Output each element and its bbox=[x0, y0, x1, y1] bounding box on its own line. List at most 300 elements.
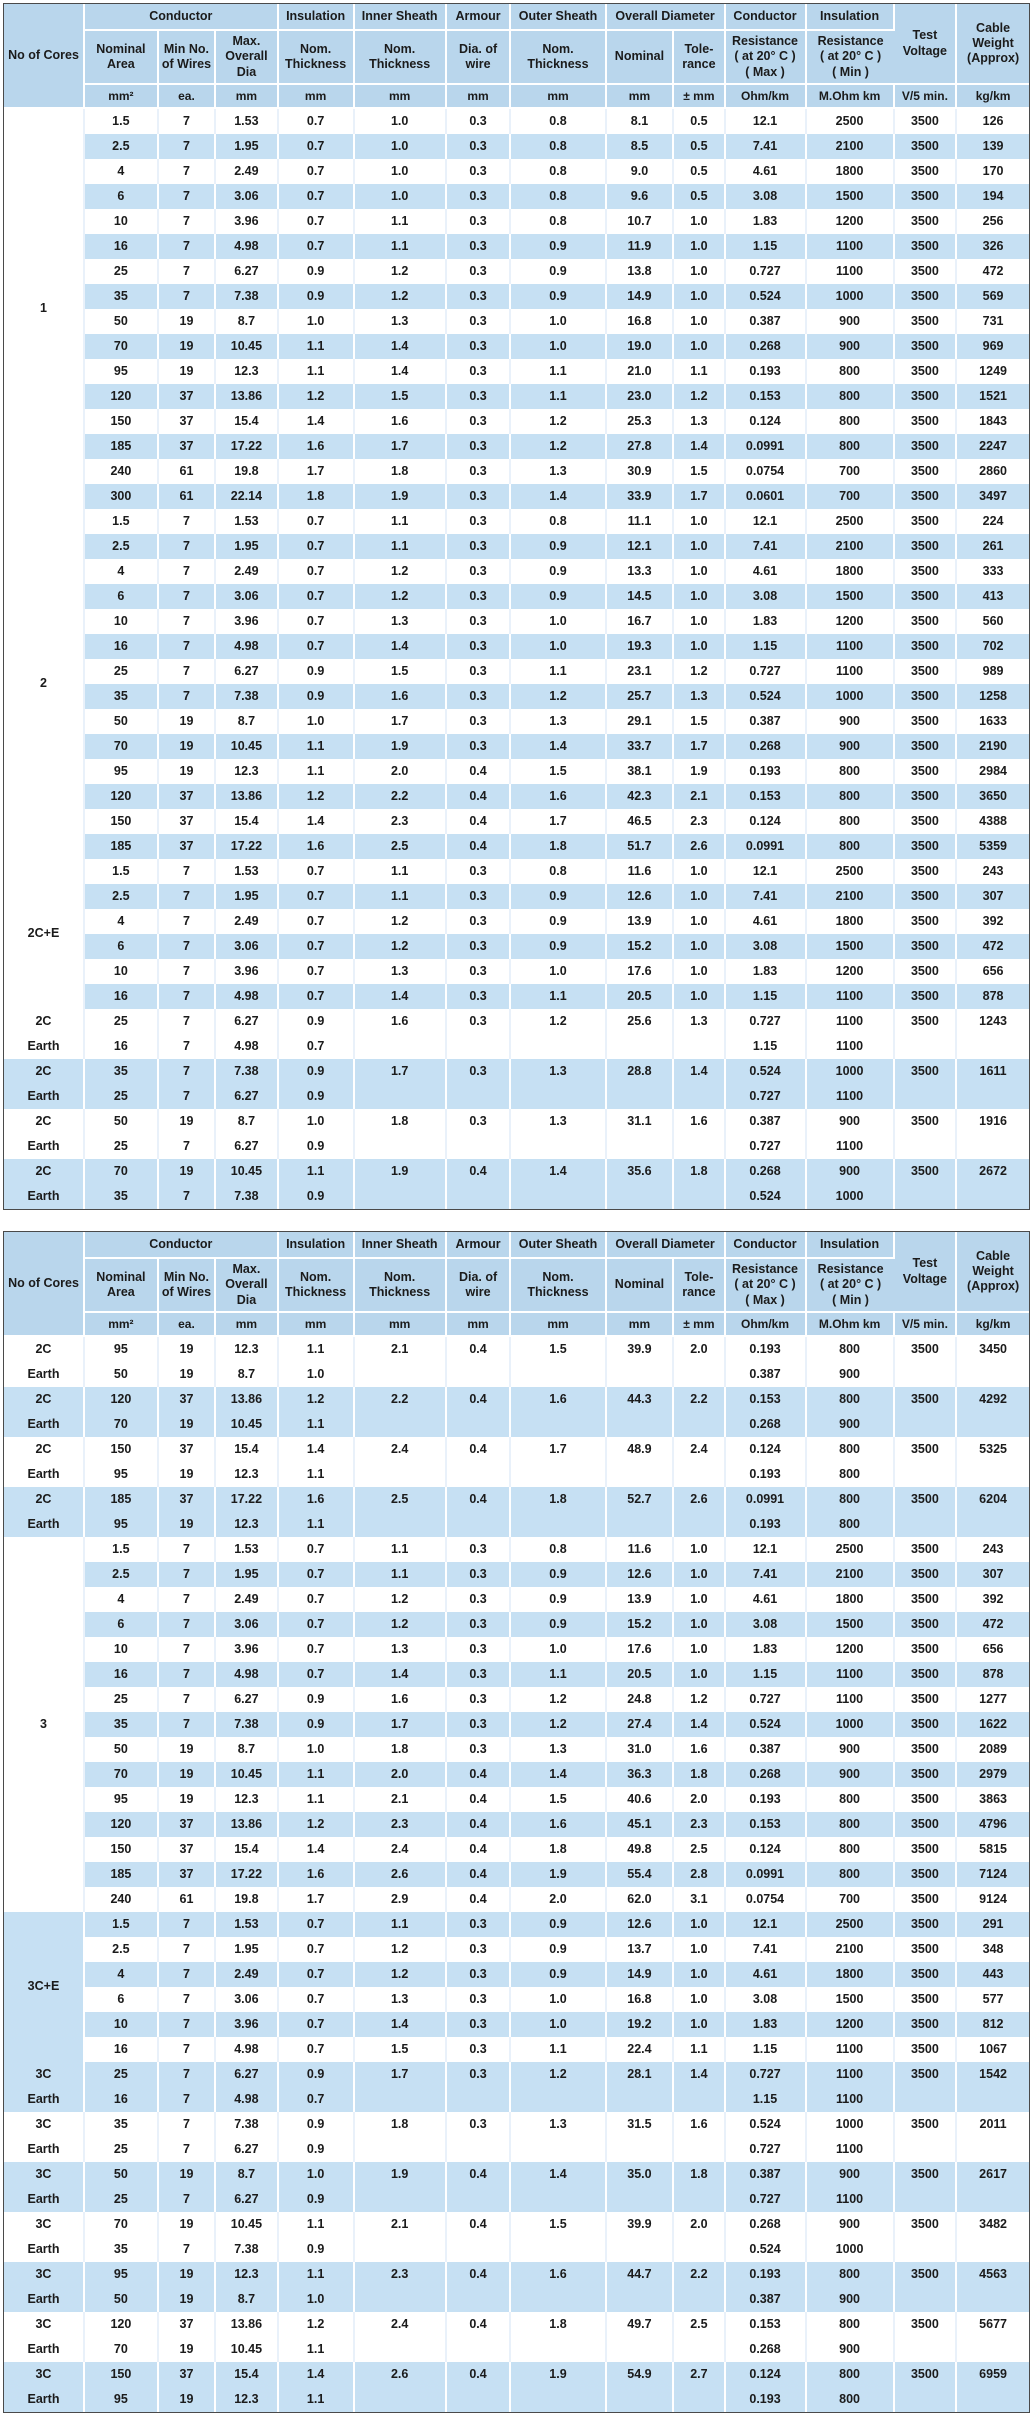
table-cell: 1.4 bbox=[355, 634, 447, 659]
table-cell: 0.153 bbox=[726, 2312, 807, 2337]
table-cell: 1.8 bbox=[511, 1837, 606, 1862]
table-cell: 2.5 bbox=[355, 834, 447, 859]
table-cell: 9.6 bbox=[607, 184, 675, 209]
table-cell: 10.45 bbox=[216, 1762, 279, 1787]
table-cell: 0.5 bbox=[674, 184, 725, 209]
table-cell: 0.4 bbox=[447, 2212, 512, 2237]
table-cell: 19.2 bbox=[607, 2012, 675, 2037]
table-cell: 0.4 bbox=[447, 1387, 512, 1412]
row-label-cell: 2C bbox=[4, 1159, 85, 1184]
table-cell: 55.4 bbox=[607, 1862, 675, 1887]
unit-cell: ± mm bbox=[674, 85, 725, 109]
table-cell: 150 bbox=[85, 409, 159, 434]
table-cell: 3500 bbox=[895, 134, 958, 159]
table-cell: 1.4 bbox=[355, 2012, 447, 2037]
table-cell: 1.2 bbox=[674, 384, 725, 409]
table-cell: 3.96 bbox=[216, 959, 279, 984]
table-cell: 2.1 bbox=[355, 1787, 447, 1812]
table-row bbox=[4, 384, 1029, 409]
table-cell: 2.5 bbox=[85, 884, 159, 909]
table-cell: 1.3 bbox=[674, 409, 725, 434]
header-tolerance: Tole-rance bbox=[674, 31, 725, 85]
table-row-earth bbox=[4, 2087, 1029, 2112]
table-cell: 3500 bbox=[895, 384, 958, 409]
table-cell: 7 bbox=[159, 959, 216, 984]
table-header bbox=[4, 1232, 1029, 1337]
table-cell: 1.0 bbox=[674, 534, 725, 559]
table-cell: 7 bbox=[159, 109, 216, 134]
table-cell: 10.7 bbox=[607, 209, 675, 234]
table-cell: 3500 bbox=[895, 284, 958, 309]
table-cell: 4.61 bbox=[726, 909, 807, 934]
table-cell: 1.6 bbox=[511, 1387, 606, 1412]
table-cell: 392 bbox=[957, 1587, 1029, 1612]
table-cell: 0.8 bbox=[511, 159, 606, 184]
row-label-cell: Earth bbox=[4, 1412, 85, 1437]
row-label-cell: 3C bbox=[4, 2312, 85, 2337]
table-cell: 800 bbox=[807, 1787, 895, 1812]
table-row bbox=[4, 1612, 1029, 1637]
table-cell: 30.9 bbox=[607, 459, 675, 484]
table-cell: 2.2 bbox=[355, 784, 447, 809]
table-cell: 1.1 bbox=[279, 334, 355, 359]
table-row-main bbox=[4, 1387, 1029, 1412]
table-cell: 800 bbox=[807, 2312, 895, 2337]
table-cell: 5359 bbox=[957, 834, 1029, 859]
table-cell: 1.0 bbox=[674, 984, 725, 1009]
table-cell: 243 bbox=[957, 1537, 1029, 1562]
table-cell: 25 bbox=[85, 1134, 159, 1159]
table-cell: 25 bbox=[85, 1687, 159, 1712]
table-cell: 39.9 bbox=[607, 2212, 675, 2237]
table-cell: 1.3 bbox=[355, 609, 447, 634]
table-cell: 0.5 bbox=[674, 109, 725, 134]
table-cell: 1.0 bbox=[674, 1637, 725, 1662]
table-cell: 0.7 bbox=[279, 2037, 355, 2062]
table-cell: 0.3 bbox=[447, 334, 512, 359]
table-cell bbox=[957, 2187, 1029, 2212]
row-label-cell: Earth bbox=[4, 1034, 85, 1059]
table-cell: 0.727 bbox=[726, 659, 807, 684]
table-cell bbox=[607, 1362, 675, 1387]
table-cell: 3500 bbox=[895, 1109, 958, 1134]
table-cell: 185 bbox=[85, 1487, 159, 1512]
table-cell: 4 bbox=[85, 909, 159, 934]
table-cell: 0.0754 bbox=[726, 1887, 807, 1912]
unit-cell: V/5 min. bbox=[895, 85, 958, 109]
table-cell: 35 bbox=[85, 1184, 159, 1209]
table-cell: 19 bbox=[159, 2387, 216, 2412]
table-cell bbox=[674, 1034, 725, 1059]
table-cell: 7.41 bbox=[726, 534, 807, 559]
table-row-main bbox=[4, 1059, 1029, 1084]
table-cell: 2.5 bbox=[85, 134, 159, 159]
table-cell: 37 bbox=[159, 2362, 216, 2387]
table-cell: 12.6 bbox=[607, 1562, 675, 1587]
table-cell: 1200 bbox=[807, 2012, 895, 2037]
table-cell: 0.727 bbox=[726, 2187, 807, 2212]
table-cell: 120 bbox=[85, 384, 159, 409]
table-row bbox=[4, 284, 1029, 309]
table-cell: 2500 bbox=[807, 859, 895, 884]
header-max-overall-dia: Max. Overall Dia bbox=[216, 31, 279, 85]
table-cell: 2617 bbox=[957, 2162, 1029, 2187]
table-cell bbox=[355, 1462, 447, 1487]
table-cell: 0.4 bbox=[447, 1762, 512, 1787]
table-cell: 900 bbox=[807, 1412, 895, 1437]
table-cell: 0.7 bbox=[279, 884, 355, 909]
table-cell: 0.9 bbox=[279, 1134, 355, 1159]
table-cell: 31.5 bbox=[607, 2112, 675, 2137]
table-cell: 1.1 bbox=[511, 384, 606, 409]
table-cell: 3500 bbox=[895, 1059, 958, 1084]
table-cell bbox=[511, 2087, 606, 2112]
table-cell: 1.0 bbox=[674, 559, 725, 584]
table-cell: 1.0 bbox=[279, 309, 355, 334]
table-cell: 0.9 bbox=[511, 909, 606, 934]
table-cell: 0.524 bbox=[726, 1059, 807, 1084]
table-cell: 1000 bbox=[807, 1059, 895, 1084]
table-cell: 0.4 bbox=[447, 2262, 512, 2287]
table-cell: 3500 bbox=[895, 2362, 958, 2387]
table-row bbox=[4, 434, 1029, 459]
table-cell: 139 bbox=[957, 134, 1029, 159]
table-cell: 3500 bbox=[895, 184, 958, 209]
table-cell: 1916 bbox=[957, 1109, 1029, 1134]
table-cell: 900 bbox=[807, 1109, 895, 1134]
table-cell: 70 bbox=[85, 1159, 159, 1184]
table-cell: 3500 bbox=[895, 684, 958, 709]
table-cell: 1.2 bbox=[674, 1687, 725, 1712]
table-cell: 3.06 bbox=[216, 1612, 279, 1637]
table-cell: 1.53 bbox=[216, 509, 279, 534]
header-conductor-resistance-group: Conductor bbox=[726, 1232, 807, 1259]
table-cell: 0.3 bbox=[447, 534, 512, 559]
table-cell: 1.1 bbox=[511, 659, 606, 684]
table-cell: 4 bbox=[85, 1587, 159, 1612]
table-cell bbox=[895, 1134, 958, 1159]
table-cell: 0.727 bbox=[726, 1687, 807, 1712]
table-cell: 1.83 bbox=[726, 959, 807, 984]
table-cell bbox=[674, 1134, 725, 1159]
table-cell bbox=[895, 2287, 958, 2312]
row-label-cell: 3C bbox=[4, 2362, 85, 2387]
table-row bbox=[4, 659, 1029, 684]
table-row-earth bbox=[4, 1084, 1029, 1109]
table-cell: 1.3 bbox=[511, 2112, 606, 2137]
table-cell: 1.8 bbox=[511, 1487, 606, 1512]
table-cell: 577 bbox=[957, 1987, 1029, 2012]
header-tolerance: Tole-rance bbox=[674, 1259, 725, 1313]
unit-cell: mm bbox=[216, 85, 279, 109]
table-cell bbox=[511, 2137, 606, 2162]
table-cell: 0.3 bbox=[447, 1587, 512, 1612]
unit-cell: ea. bbox=[159, 85, 216, 109]
table-cell bbox=[355, 1184, 447, 1209]
table-cell: 0.3 bbox=[447, 1059, 512, 1084]
table-row bbox=[4, 1662, 1029, 1687]
table-cell: 7.38 bbox=[216, 284, 279, 309]
table-row bbox=[4, 259, 1029, 284]
table-cell: 7 bbox=[159, 2187, 216, 2212]
table-cell: 1.7 bbox=[355, 434, 447, 459]
table-cell: 3.06 bbox=[216, 184, 279, 209]
table-cell: 37 bbox=[159, 1487, 216, 1512]
table-cell: 2.0 bbox=[511, 1887, 606, 1912]
table-cell: 0.9 bbox=[511, 234, 606, 259]
unit-cell: mm bbox=[279, 85, 355, 109]
row-label-cell: Earth bbox=[4, 2237, 85, 2262]
table-cell: 0.9 bbox=[279, 1687, 355, 1712]
table-cell: 7 bbox=[159, 1034, 216, 1059]
table-cell: 36.3 bbox=[607, 1762, 675, 1787]
table-cell: 1.4 bbox=[279, 809, 355, 834]
table-cell bbox=[447, 2287, 512, 2312]
table-cell: 1.4 bbox=[674, 1712, 725, 1737]
table-cell: 1.2 bbox=[279, 1387, 355, 1412]
table-cell: 2.7 bbox=[674, 2362, 725, 2387]
unit-cell: mm bbox=[511, 1313, 606, 1337]
table-cell: 2100 bbox=[807, 1562, 895, 1587]
table-cell: 1.8 bbox=[355, 2112, 447, 2137]
table-cell: 1.0 bbox=[279, 1737, 355, 1762]
table-cell: 37 bbox=[159, 1812, 216, 1837]
table-cell: 6 bbox=[85, 1612, 159, 1637]
table-cell: 0.3 bbox=[447, 459, 512, 484]
table-cell: 1.2 bbox=[511, 2062, 606, 2087]
table-cell: 2860 bbox=[957, 459, 1029, 484]
table-cell: 0.4 bbox=[447, 2362, 512, 2387]
table-cell: 1.1 bbox=[674, 359, 725, 384]
table-cell bbox=[355, 2337, 447, 2362]
table-cell bbox=[447, 1362, 512, 1387]
table-cell: 0.4 bbox=[447, 1487, 512, 1512]
table-cell: 0.3 bbox=[447, 484, 512, 509]
table-cell: 11.6 bbox=[607, 1537, 675, 1562]
table-cell: 7 bbox=[159, 1184, 216, 1209]
table-cell: 7 bbox=[159, 134, 216, 159]
table-cell: 1500 bbox=[807, 1987, 895, 2012]
table-cell: 2.4 bbox=[355, 1437, 447, 1462]
table-cell: 3500 bbox=[895, 1712, 958, 1737]
table-cell: 7 bbox=[159, 634, 216, 659]
unit-cell: mm bbox=[607, 1313, 675, 1337]
table-cell: 1800 bbox=[807, 559, 895, 584]
table-cell: 2.6 bbox=[674, 1487, 725, 1512]
table-row bbox=[4, 359, 1029, 384]
table-cell: 2984 bbox=[957, 759, 1029, 784]
table-cell bbox=[895, 2187, 958, 2212]
table-cell: 7.38 bbox=[216, 1059, 279, 1084]
table-cell: 1.0 bbox=[674, 309, 725, 334]
table-cell: 1.3 bbox=[511, 1109, 606, 1134]
header-dia-of-wire: Dia. of wire bbox=[447, 31, 512, 85]
table-cell: 1.0 bbox=[279, 2162, 355, 2187]
table-cell bbox=[674, 2287, 725, 2312]
table-cell: 2.1 bbox=[674, 784, 725, 809]
table-cell: 1.53 bbox=[216, 1537, 279, 1562]
table-cell: 19.3 bbox=[607, 634, 675, 659]
table-cell: 1.6 bbox=[674, 1109, 725, 1134]
table-cell: 70 bbox=[85, 1762, 159, 1787]
table-cell: 17.22 bbox=[216, 1862, 279, 1887]
table-cell: 0.387 bbox=[726, 2162, 807, 2187]
table-cell bbox=[607, 2287, 675, 2312]
table-cell: 0.4 bbox=[447, 759, 512, 784]
table-body bbox=[4, 109, 1029, 1209]
table-cell: 0.193 bbox=[726, 1337, 807, 1362]
table-cell: 7.41 bbox=[726, 1937, 807, 1962]
table-cell: 4 bbox=[85, 1962, 159, 1987]
header-max-overall-dia: Max. Overall Dia bbox=[216, 1259, 279, 1313]
table-cell: 3500 bbox=[895, 859, 958, 884]
table-cell: 0.3 bbox=[447, 184, 512, 209]
table-cell: 0.193 bbox=[726, 759, 807, 784]
table-cell: 1.95 bbox=[216, 134, 279, 159]
table-cell: 0.193 bbox=[726, 2387, 807, 2412]
table-cell: 16 bbox=[85, 1034, 159, 1059]
table-row-earth bbox=[4, 1362, 1029, 1387]
table-cell: 1.15 bbox=[726, 234, 807, 259]
table-row bbox=[4, 1887, 1029, 1912]
table-cell: 800 bbox=[807, 784, 895, 809]
table-row bbox=[4, 134, 1029, 159]
header-nominal-diameter: Nominal bbox=[607, 31, 675, 85]
table-cell: 1.15 bbox=[726, 1034, 807, 1059]
table-cell: 348 bbox=[957, 1937, 1029, 1962]
table-cell: 4388 bbox=[957, 809, 1029, 834]
table-cell: 0.3 bbox=[447, 1537, 512, 1562]
table-cell: 6.27 bbox=[216, 1009, 279, 1034]
table-cell: 800 bbox=[807, 834, 895, 859]
table-row bbox=[4, 234, 1029, 259]
table-cell: 2100 bbox=[807, 1937, 895, 1962]
table-cell: 3500 bbox=[895, 1887, 958, 1912]
row-label-cell: 2C bbox=[4, 1487, 85, 1512]
table-cell: 19 bbox=[159, 2287, 216, 2312]
table-cell: 900 bbox=[807, 2162, 895, 2187]
table-cell: 3863 bbox=[957, 1787, 1029, 1812]
row-label-cell: 3C bbox=[4, 2112, 85, 2137]
table-cell: 1.2 bbox=[674, 659, 725, 684]
table-cell: 0.5 bbox=[674, 134, 725, 159]
table-cell: 1243 bbox=[957, 1009, 1029, 1034]
table-cell: 6.27 bbox=[216, 659, 279, 684]
table-cell: 15.2 bbox=[607, 934, 675, 959]
table-cell: 3500 bbox=[895, 634, 958, 659]
table-cell: 0.7 bbox=[279, 1987, 355, 2012]
table-cell bbox=[511, 1362, 606, 1387]
row-label-cell: Earth bbox=[4, 2087, 85, 2112]
table-cell: 0.3 bbox=[447, 734, 512, 759]
table-cell: 989 bbox=[957, 659, 1029, 684]
table-cell: 1100 bbox=[807, 634, 895, 659]
row-label-cell: 3C bbox=[4, 2062, 85, 2087]
table-cell: 1.0 bbox=[674, 634, 725, 659]
table-cell: 37 bbox=[159, 434, 216, 459]
table-cell: 0.4 bbox=[447, 784, 512, 809]
table-cell: 1.0 bbox=[674, 234, 725, 259]
table-row bbox=[4, 1687, 1029, 1712]
table-cell: 0.0991 bbox=[726, 834, 807, 859]
table-cell: 2.6 bbox=[674, 834, 725, 859]
section-label-cell: 3 bbox=[4, 1537, 85, 1912]
table-cell: 3500 bbox=[895, 1612, 958, 1637]
table-cell: 1.5 bbox=[85, 509, 159, 534]
table-cell: 1.1 bbox=[355, 234, 447, 259]
table-cell: 3.08 bbox=[726, 934, 807, 959]
table-cell: 1.6 bbox=[674, 1737, 725, 1762]
table-row bbox=[4, 1937, 1029, 1962]
table-cell: 8.7 bbox=[216, 709, 279, 734]
table-cell: 0.387 bbox=[726, 2287, 807, 2312]
table-cell: 1.53 bbox=[216, 1912, 279, 1937]
table-cell: 120 bbox=[85, 784, 159, 809]
table-cell: 0.3 bbox=[447, 1737, 512, 1762]
table-row-earth bbox=[4, 2137, 1029, 2162]
header-insulation-resistance: Resistance ( at 20° C ) ( Min ) bbox=[807, 31, 895, 85]
table-cell: 49.8 bbox=[607, 1837, 675, 1862]
table-cell: 700 bbox=[807, 459, 895, 484]
table-cell: 1100 bbox=[807, 2087, 895, 2112]
table-cell: 22.14 bbox=[216, 484, 279, 509]
table-cell: 0.9 bbox=[511, 1562, 606, 1587]
table-cell: 1000 bbox=[807, 2112, 895, 2137]
table-cell: 472 bbox=[957, 1612, 1029, 1637]
table-cell: 7 bbox=[159, 1912, 216, 1937]
table-cell: 4563 bbox=[957, 2262, 1029, 2287]
table-cell: 2.3 bbox=[355, 809, 447, 834]
table-cell: 0.0991 bbox=[726, 1862, 807, 1887]
table-row bbox=[4, 159, 1029, 184]
table-cell: 1.0 bbox=[511, 1637, 606, 1662]
table-cell bbox=[674, 1084, 725, 1109]
table-cell: 0.7 bbox=[279, 609, 355, 634]
table-cell: 35.6 bbox=[607, 1159, 675, 1184]
table-cell: 37 bbox=[159, 1837, 216, 1862]
table-row bbox=[4, 959, 1029, 984]
table-cell: 70 bbox=[85, 2212, 159, 2237]
table-cell: 28.1 bbox=[607, 2062, 675, 2087]
row-label-cell: Earth bbox=[4, 1184, 85, 1209]
table-cell: 19 bbox=[159, 1109, 216, 1134]
table-cell: 0.727 bbox=[726, 1084, 807, 1109]
table-cell: 4.98 bbox=[216, 234, 279, 259]
table-cell: 0.727 bbox=[726, 2137, 807, 2162]
table-cell: 2.49 bbox=[216, 1587, 279, 1612]
table-cell: 1.0 bbox=[674, 2012, 725, 2037]
table-cell: 0.9 bbox=[511, 934, 606, 959]
table-cell: 50 bbox=[85, 1109, 159, 1134]
table-row bbox=[4, 1587, 1029, 1612]
table-cell: 1.2 bbox=[355, 259, 447, 284]
table-row-main bbox=[4, 1337, 1029, 1362]
table-cell: 326 bbox=[957, 234, 1029, 259]
header-conductor-resistance: Resistance ( at 20° C ) ( Max ) bbox=[726, 1259, 807, 1313]
row-label-cell: 3C bbox=[4, 2262, 85, 2287]
table-cell: 15.4 bbox=[216, 1437, 279, 1462]
table-cell: 13.8 bbox=[607, 259, 675, 284]
table-cell: 1.83 bbox=[726, 2012, 807, 2037]
table-cell: 10.45 bbox=[216, 2212, 279, 2237]
table-cell: 4.98 bbox=[216, 1034, 279, 1059]
table-cell bbox=[895, 1084, 958, 1109]
table-cell: 0.4 bbox=[447, 809, 512, 834]
table-cell: 4.98 bbox=[216, 2037, 279, 2062]
table-cell: 70 bbox=[85, 1412, 159, 1437]
table-cell: 1800 bbox=[807, 1962, 895, 1987]
table-cell: 2500 bbox=[807, 1537, 895, 1562]
